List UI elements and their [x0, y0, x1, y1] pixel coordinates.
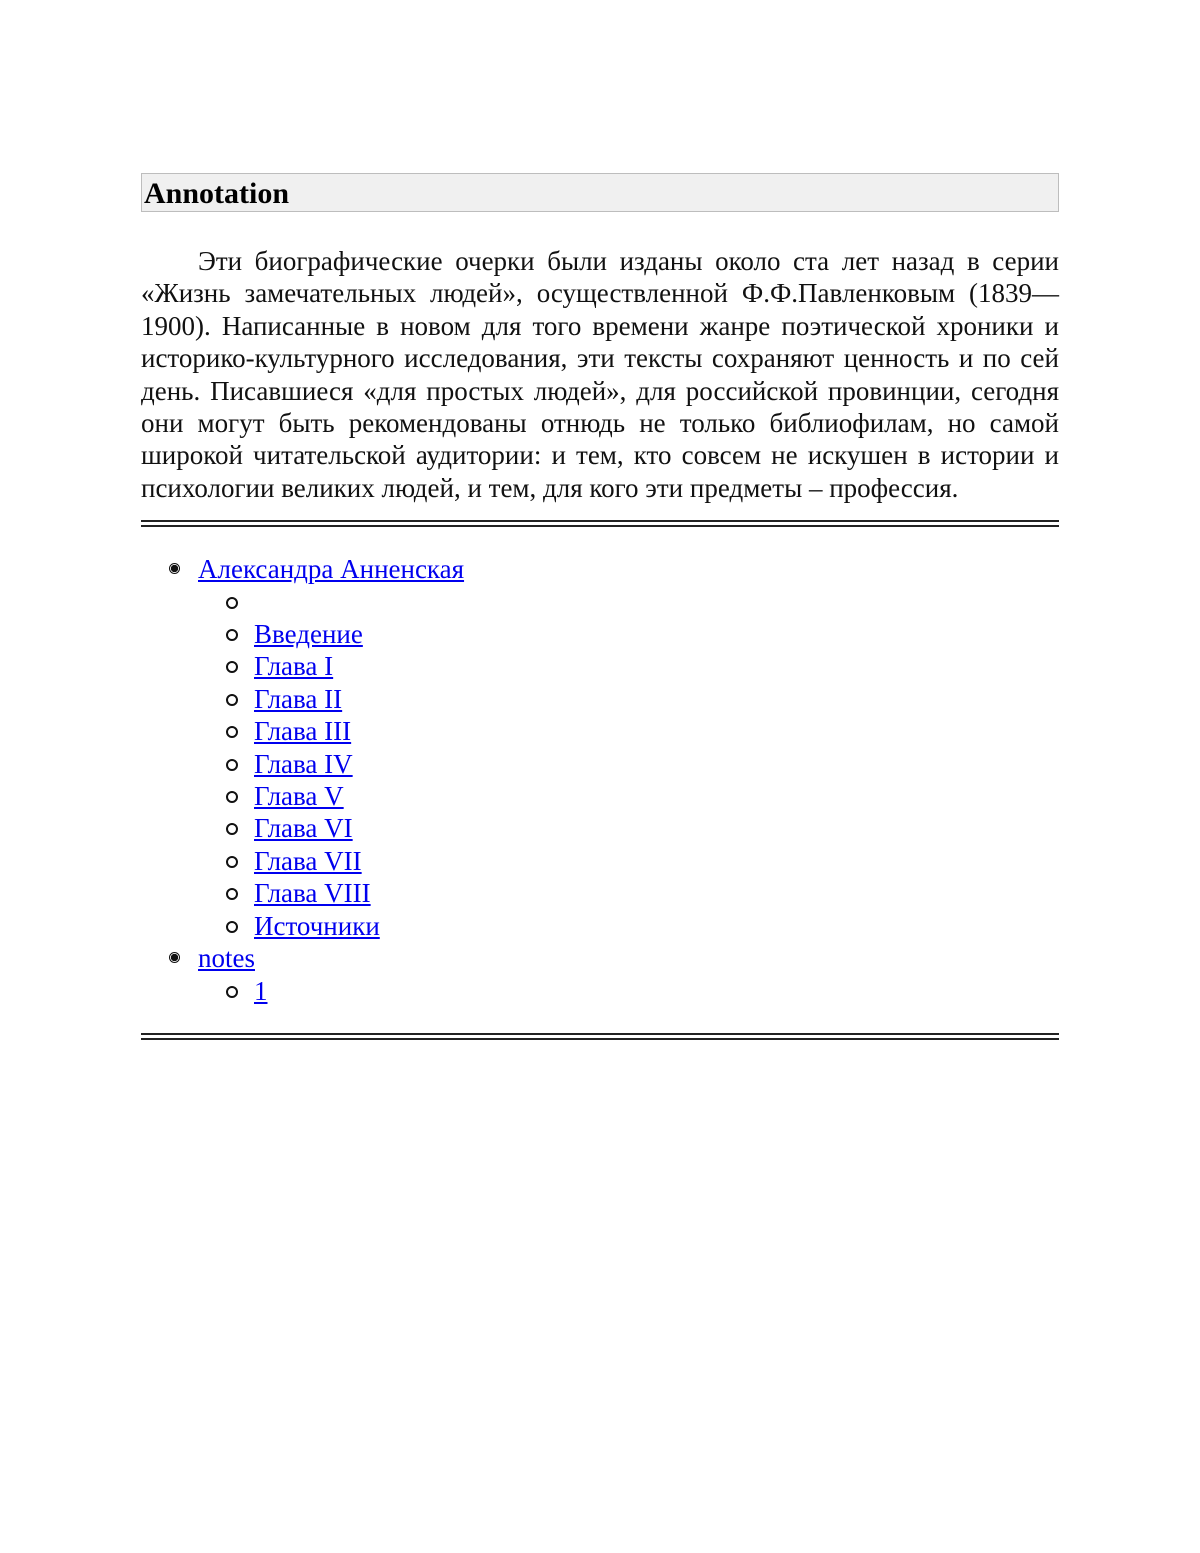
bullet-open-icon [226, 921, 238, 933]
toc-link-annenskaya[interactable]: Александра Анненская [198, 554, 465, 585]
toc-link-glava-3[interactable]: Глава III [254, 716, 352, 747]
toc-sublist-annenskaya [198, 586, 1059, 942]
toc-sublist-notes [198, 975, 1059, 1007]
toc-item-note-1 [254, 975, 1059, 1007]
toc-item-glava-4 [254, 748, 1059, 780]
toc-section-annenskaya [198, 553, 1059, 942]
document-page [141, 173, 1059, 1040]
divider-top [141, 520, 1059, 527]
annotation-heading: Annotation [141, 173, 1059, 212]
bullet-open-icon [226, 823, 238, 835]
bullet-open-icon [226, 597, 238, 609]
toc-item-glava-5 [254, 780, 1059, 812]
bullet-filled-icon [169, 563, 180, 574]
divider-bottom [141, 1033, 1059, 1040]
toc-section-notes [198, 942, 1059, 1007]
toc-link-vvedenie[interactable]: Введение [254, 619, 363, 650]
bullet-open-icon [226, 661, 238, 673]
toc-item-istochniki [254, 910, 1059, 942]
toc-item-glava-7 [254, 845, 1059, 877]
table-of-contents [141, 553, 1059, 1007]
toc-link-glava-6[interactable]: Глава VI [254, 813, 353, 844]
bullet-open-icon [226, 726, 238, 738]
toc-item-glava-6 [254, 812, 1059, 844]
toc-item-empty [254, 586, 1059, 618]
toc-link-glava-2[interactable]: Глава II [254, 683, 343, 714]
toc-link-glava-4[interactable]: Глава IV [254, 748, 353, 779]
toc-link-glava-7[interactable]: Глава VII [254, 845, 362, 876]
toc-link-glava-1[interactable]: Глава I [254, 651, 334, 682]
toc-link-note-1[interactable]: 1 [254, 975, 268, 1006]
toc-item-glava-8 [254, 877, 1059, 909]
toc-item-vvedenie [254, 618, 1059, 650]
bullet-open-icon [226, 888, 238, 900]
annotation-text: Эти биографические очерки были изданы около ста лет назад в серии «Жизнь замечательных людей», осуществленной Ф.Ф.Павленковым (1839—1900). Написанные в новом для того времени жанре поэтической хроники и историко-культурного исследования, эти тексты сохраняют ценность и по сей день. Писавшиеся «для простых людей», для российской провинции, сегодня они могут быть рекомендованы отнюдь не только библиофилам, но самой широкой читательской аудитории: и тем, кто совсем не искушен в истории и психологии великих людей, и тем, для кого эти предметы – профессия. [141, 246, 1059, 503]
toc-item-glava-1 [254, 650, 1059, 682]
toc-link-istochniki[interactable]: Источники [254, 910, 380, 941]
toc-link-glava-8[interactable]: Глава VIII [254, 878, 371, 909]
bullet-open-icon [226, 629, 238, 641]
toc-item-glava-2 [254, 683, 1059, 715]
bullet-filled-icon [169, 952, 180, 963]
toc-item-glava-3 [254, 715, 1059, 747]
bullet-open-icon [226, 759, 238, 771]
toc-link-notes[interactable]: notes [198, 943, 255, 974]
bullet-open-icon [226, 856, 238, 868]
toc-link-glava-5[interactable]: Глава V [254, 781, 344, 812]
bullet-open-icon [226, 986, 238, 998]
bullet-open-icon [226, 791, 238, 803]
bullet-open-icon [226, 694, 238, 706]
